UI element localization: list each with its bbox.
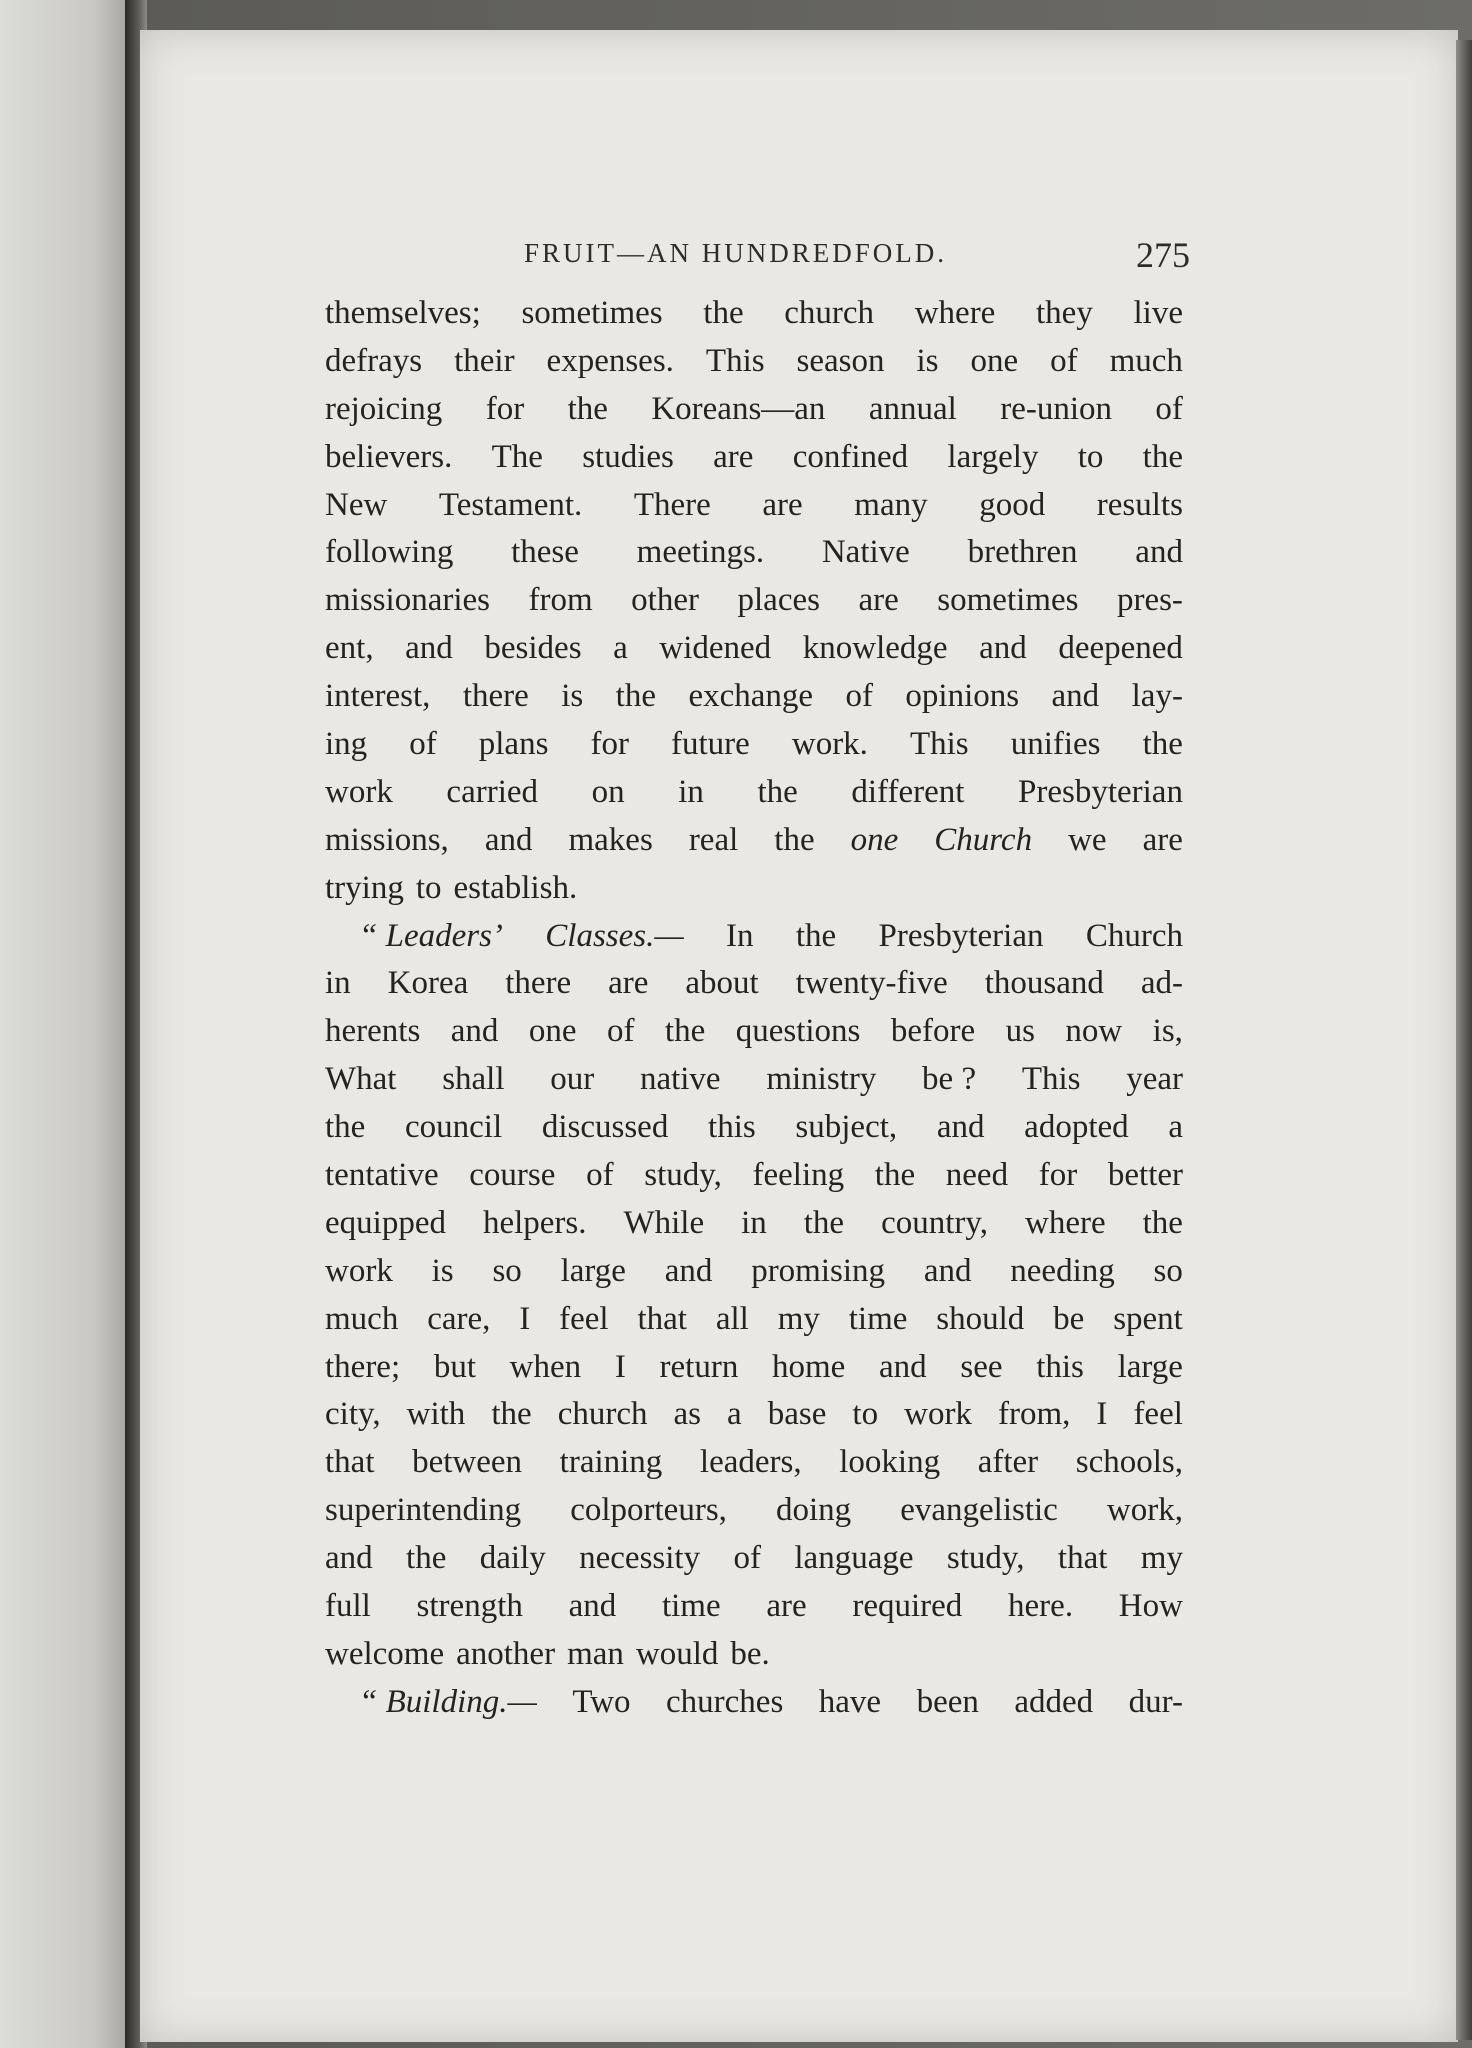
text-line: [325, 1487, 1183, 1535]
word: for: [485, 390, 525, 427]
word: large: [560, 1252, 626, 1289]
word: knowledge: [802, 630, 948, 667]
word: and: [325, 1540, 373, 1577]
word: much: [1109, 342, 1183, 379]
word: are: [608, 965, 649, 1002]
word: that: [637, 1300, 687, 1337]
word: they: [1036, 295, 1093, 331]
word: my: [777, 1300, 820, 1337]
word: questions: [735, 1013, 861, 1050]
word: believers.: [325, 438, 453, 475]
word: rejoicing: [325, 390, 443, 427]
word: Church: [934, 821, 1033, 858]
text-line: [325, 1391, 1183, 1439]
word: all: [715, 1300, 749, 1337]
text-line: [325, 1152, 1183, 1200]
word: these: [511, 534, 579, 571]
word: language: [794, 1540, 914, 1577]
word: another: [456, 1635, 556, 1672]
word: the: [1142, 1204, 1183, 1241]
text-line: [325, 1104, 1183, 1152]
text-line: [325, 482, 1183, 530]
word: the: [1142, 726, 1183, 763]
word: How: [1118, 1588, 1183, 1625]
word: the: [774, 821, 815, 858]
word: in: [741, 1204, 767, 1241]
word: to: [852, 1396, 879, 1433]
word: superintending: [325, 1492, 522, 1529]
word: schools,: [1075, 1444, 1183, 1481]
word: ministry: [766, 1061, 877, 1098]
word: see: [960, 1348, 1003, 1385]
word: and: [936, 1109, 985, 1146]
word: Two: [572, 1683, 631, 1720]
word: opinions: [905, 678, 1020, 715]
word: and: [484, 821, 533, 858]
word: time: [661, 1588, 721, 1625]
word: equipped: [325, 1204, 446, 1241]
text-line: [325, 1056, 1183, 1104]
word: time: [848, 1300, 908, 1337]
word: in: [325, 965, 351, 1002]
word: work: [325, 773, 393, 810]
text-line: [325, 721, 1183, 769]
word: the: [703, 295, 744, 331]
text-line: [325, 434, 1183, 482]
word: strength: [416, 1588, 523, 1625]
word: base: [767, 1396, 827, 1433]
word: is: [431, 1252, 454, 1289]
word: of: [1155, 390, 1183, 427]
word: missions,: [325, 821, 449, 858]
word: largely: [947, 438, 1039, 475]
word: the: [664, 1013, 706, 1050]
word: the: [325, 1109, 366, 1146]
text-line: [325, 1679, 1183, 1727]
text-line: [325, 769, 1183, 817]
word: makes: [568, 821, 653, 858]
word: sometimes: [937, 582, 1079, 619]
word: twenty-five: [795, 965, 948, 1002]
text-line: [325, 817, 1183, 865]
word: work,: [1106, 1492, 1183, 1529]
word: so: [1153, 1252, 1183, 1289]
word: confined: [792, 438, 909, 475]
word: so: [492, 1252, 522, 1289]
word: care,: [427, 1300, 491, 1337]
word: and: [664, 1252, 713, 1289]
word: course: [469, 1157, 556, 1194]
word: shall: [442, 1061, 505, 1098]
word: and: [923, 1252, 972, 1289]
word: year: [1126, 1061, 1183, 1098]
word: of: [409, 726, 437, 763]
word: and: [1051, 678, 1100, 715]
word: and: [405, 630, 453, 667]
word: plans: [478, 726, 549, 763]
text-line: [325, 1535, 1183, 1583]
word: missionaries: [325, 582, 490, 619]
word: a: [727, 1396, 742, 1433]
word: Koreans—an: [651, 390, 826, 427]
word: should: [936, 1300, 1025, 1337]
text-line: [325, 1583, 1183, 1631]
text-line: [325, 529, 1183, 577]
word: spent: [1113, 1300, 1183, 1337]
text-line: [325, 1439, 1183, 1487]
word: of: [586, 1157, 614, 1194]
word: study,: [644, 1157, 722, 1194]
word: dur-: [1128, 1683, 1183, 1720]
word: much: [325, 1300, 399, 1337]
word: Classes.—: [545, 917, 684, 954]
running-head: FRUIT—AN HUNDREDFOLD.: [524, 238, 948, 268]
word: besides: [484, 630, 582, 667]
word: and: [1135, 534, 1183, 571]
text-line: [325, 1008, 1183, 1056]
word: lay-: [1131, 678, 1183, 715]
word: where: [1024, 1204, 1106, 1241]
text-line: [325, 338, 1183, 386]
word: is: [916, 342, 939, 379]
text-line: [325, 960, 1183, 1008]
word: subject,: [795, 1109, 898, 1146]
word: expenses.: [546, 342, 674, 379]
word: there;: [325, 1348, 401, 1385]
word: are: [766, 1588, 807, 1625]
word: establish.: [453, 869, 578, 906]
word: daily: [479, 1540, 546, 1577]
word: looking: [839, 1444, 941, 1481]
word: feel: [1133, 1396, 1183, 1433]
word: to: [415, 869, 442, 906]
word: needing: [1010, 1252, 1115, 1289]
word: themselves;: [325, 295, 481, 331]
text-line: [325, 386, 1183, 434]
word: There: [633, 486, 711, 523]
word: from: [528, 582, 593, 619]
word: defrays: [325, 342, 423, 379]
word: future: [671, 726, 750, 763]
word: and: [879, 1348, 927, 1385]
page-header: [380, 235, 1190, 298]
word: of: [733, 1540, 761, 1577]
word: of: [606, 1013, 635, 1050]
word: The: [491, 438, 543, 475]
word: when: [509, 1348, 582, 1385]
word: This: [909, 726, 969, 763]
word: feeling: [752, 1157, 845, 1194]
word: and: [450, 1013, 499, 1050]
word: widened: [659, 630, 772, 667]
word: discussed: [541, 1109, 669, 1146]
word: need: [945, 1157, 1009, 1194]
word: there: [462, 678, 529, 715]
page-edge-shadow: [1456, 40, 1472, 2040]
word: of: [1050, 342, 1078, 379]
word: as: [673, 1396, 702, 1433]
word: is,: [1152, 1013, 1183, 1050]
word: would: [635, 1635, 719, 1672]
word: that: [325, 1444, 375, 1481]
word: ad-: [1140, 965, 1183, 1002]
text-line: [325, 625, 1183, 673]
word: one: [970, 342, 1019, 379]
text-line: [325, 1248, 1183, 1296]
word: the: [803, 1204, 845, 1241]
word: us: [1005, 1013, 1035, 1050]
word: between: [412, 1444, 523, 1481]
word: and: [979, 630, 1027, 667]
word: man: [567, 1635, 624, 1672]
word: our: [550, 1061, 595, 1098]
word: unifies: [1010, 726, 1101, 763]
word: leaders,: [699, 1444, 802, 1481]
word: added: [1014, 1683, 1094, 1720]
word: welcome: [325, 1635, 445, 1672]
word: this: [1036, 1348, 1084, 1385]
text-line: [325, 1344, 1183, 1392]
word: following: [325, 534, 454, 571]
word: here.: [1008, 1588, 1074, 1625]
text-line: [325, 1296, 1183, 1344]
word: but: [433, 1348, 476, 1385]
word: home: [772, 1348, 846, 1385]
word: return: [659, 1348, 739, 1385]
word: church: [557, 1396, 648, 1433]
word: the: [406, 1540, 447, 1577]
word: that: [1057, 1540, 1108, 1577]
word: results: [1096, 486, 1183, 523]
word: a: [613, 630, 628, 667]
text-line: [325, 913, 1183, 961]
word: a: [1168, 1109, 1183, 1146]
word: I: [614, 1348, 626, 1385]
word: are: [762, 486, 803, 523]
word: “ Building.—: [359, 1683, 537, 1720]
word: the: [615, 678, 656, 715]
word: This: [705, 342, 765, 379]
word: is: [561, 678, 584, 715]
word: this: [708, 1109, 756, 1146]
word: there: [505, 965, 572, 1002]
text-line: [325, 673, 1183, 721]
word: carried: [446, 773, 539, 810]
word: meetings.: [636, 534, 765, 571]
word: for: [590, 726, 629, 763]
word: thousand: [984, 965, 1104, 1002]
word: tentative: [325, 1157, 439, 1194]
word: work: [325, 1252, 393, 1289]
word: doing: [775, 1492, 852, 1529]
word: are: [858, 582, 899, 619]
word: live: [1133, 295, 1183, 331]
word: trying: [325, 869, 404, 906]
word: be.: [730, 1635, 770, 1672]
word: to: [1077, 438, 1104, 475]
word: one: [850, 821, 899, 858]
word: of: [845, 678, 873, 715]
word: work: [904, 1396, 972, 1433]
body-text: [325, 290, 1183, 1727]
word: While: [623, 1204, 705, 1241]
word: adopted: [1024, 1109, 1129, 1146]
word: on: [591, 773, 625, 810]
word: the: [795, 917, 837, 954]
word: exchange: [688, 678, 814, 715]
word: New: [325, 486, 388, 523]
word: study,: [946, 1540, 1025, 1577]
word: council: [405, 1109, 503, 1146]
word: we: [1068, 821, 1107, 858]
word: with: [406, 1396, 466, 1433]
word: work.: [791, 726, 868, 763]
word: What: [325, 1061, 397, 1098]
word: season: [796, 342, 885, 379]
word: have: [818, 1683, 882, 1720]
word: their: [454, 342, 515, 379]
word: my: [1140, 1540, 1183, 1577]
word: required: [852, 1588, 963, 1625]
word: city,: [325, 1396, 381, 1433]
word: Presbyterian: [1018, 773, 1183, 810]
word: deepened: [1058, 630, 1183, 667]
text-line: [325, 1200, 1183, 1248]
word: Presbyterian: [878, 917, 1044, 954]
text-line: [325, 1631, 1183, 1679]
word: the: [874, 1157, 916, 1194]
word: promising: [751, 1252, 886, 1289]
word: “ Leaders’: [359, 917, 503, 954]
word: are: [1142, 821, 1183, 858]
word: Native: [821, 534, 910, 571]
word: Church: [1085, 917, 1183, 954]
word: other: [631, 582, 699, 619]
word: after: [977, 1444, 1039, 1481]
word: Korea: [387, 965, 469, 1002]
word: herents: [325, 1013, 421, 1050]
word: pres-: [1116, 582, 1183, 619]
word: feel: [559, 1300, 609, 1337]
word: be ?: [922, 1061, 977, 1098]
word: studies: [582, 438, 674, 475]
word: in: [678, 773, 704, 810]
word: are: [713, 438, 754, 475]
word: be: [1053, 1300, 1085, 1337]
word: This: [1021, 1061, 1081, 1098]
word: many: [854, 486, 928, 523]
word: ing: [325, 726, 368, 763]
word: brethren: [967, 534, 1078, 571]
word: necessity: [579, 1540, 701, 1577]
word: better: [1107, 1157, 1183, 1194]
word: where: [914, 295, 996, 331]
word: good: [979, 486, 1046, 523]
word: now: [1065, 1013, 1123, 1050]
word: for: [1038, 1157, 1078, 1194]
word: interest,: [325, 678, 431, 715]
word: the: [567, 390, 608, 427]
word: from,: [997, 1396, 1071, 1433]
word: before: [890, 1013, 976, 1050]
word: and: [568, 1588, 617, 1625]
word: been: [916, 1683, 979, 1720]
word: full: [325, 1588, 371, 1625]
word: the: [1142, 438, 1183, 475]
word: training: [559, 1444, 663, 1481]
word: In: [726, 917, 754, 954]
word: large: [1117, 1348, 1183, 1385]
word: one: [528, 1013, 577, 1050]
word: the: [757, 773, 798, 810]
word: native: [639, 1061, 721, 1098]
word: churches: [666, 1683, 784, 1720]
word: evangelistic: [900, 1492, 1058, 1529]
text-line: [325, 577, 1183, 625]
word: helpers.: [482, 1204, 587, 1241]
word: real: [688, 821, 739, 858]
word: re-union: [1000, 390, 1113, 427]
word: sometimes: [521, 295, 663, 331]
word: country,: [881, 1204, 988, 1241]
word: places: [737, 582, 820, 619]
word: I: [1096, 1396, 1108, 1433]
facing-page-edge: [0, 0, 125, 2048]
word: Testament.: [438, 486, 583, 523]
word: church: [784, 295, 875, 331]
word: I: [519, 1300, 531, 1337]
word: about: [685, 965, 759, 1002]
word: different: [851, 773, 965, 810]
page-number: 275: [1136, 235, 1190, 275]
word: annual: [868, 390, 957, 427]
word: ent,: [325, 630, 374, 667]
text-line: [325, 865, 1183, 913]
word: colporteurs,: [570, 1492, 727, 1529]
word: the: [491, 1396, 532, 1433]
text-line: [325, 290, 1183, 338]
